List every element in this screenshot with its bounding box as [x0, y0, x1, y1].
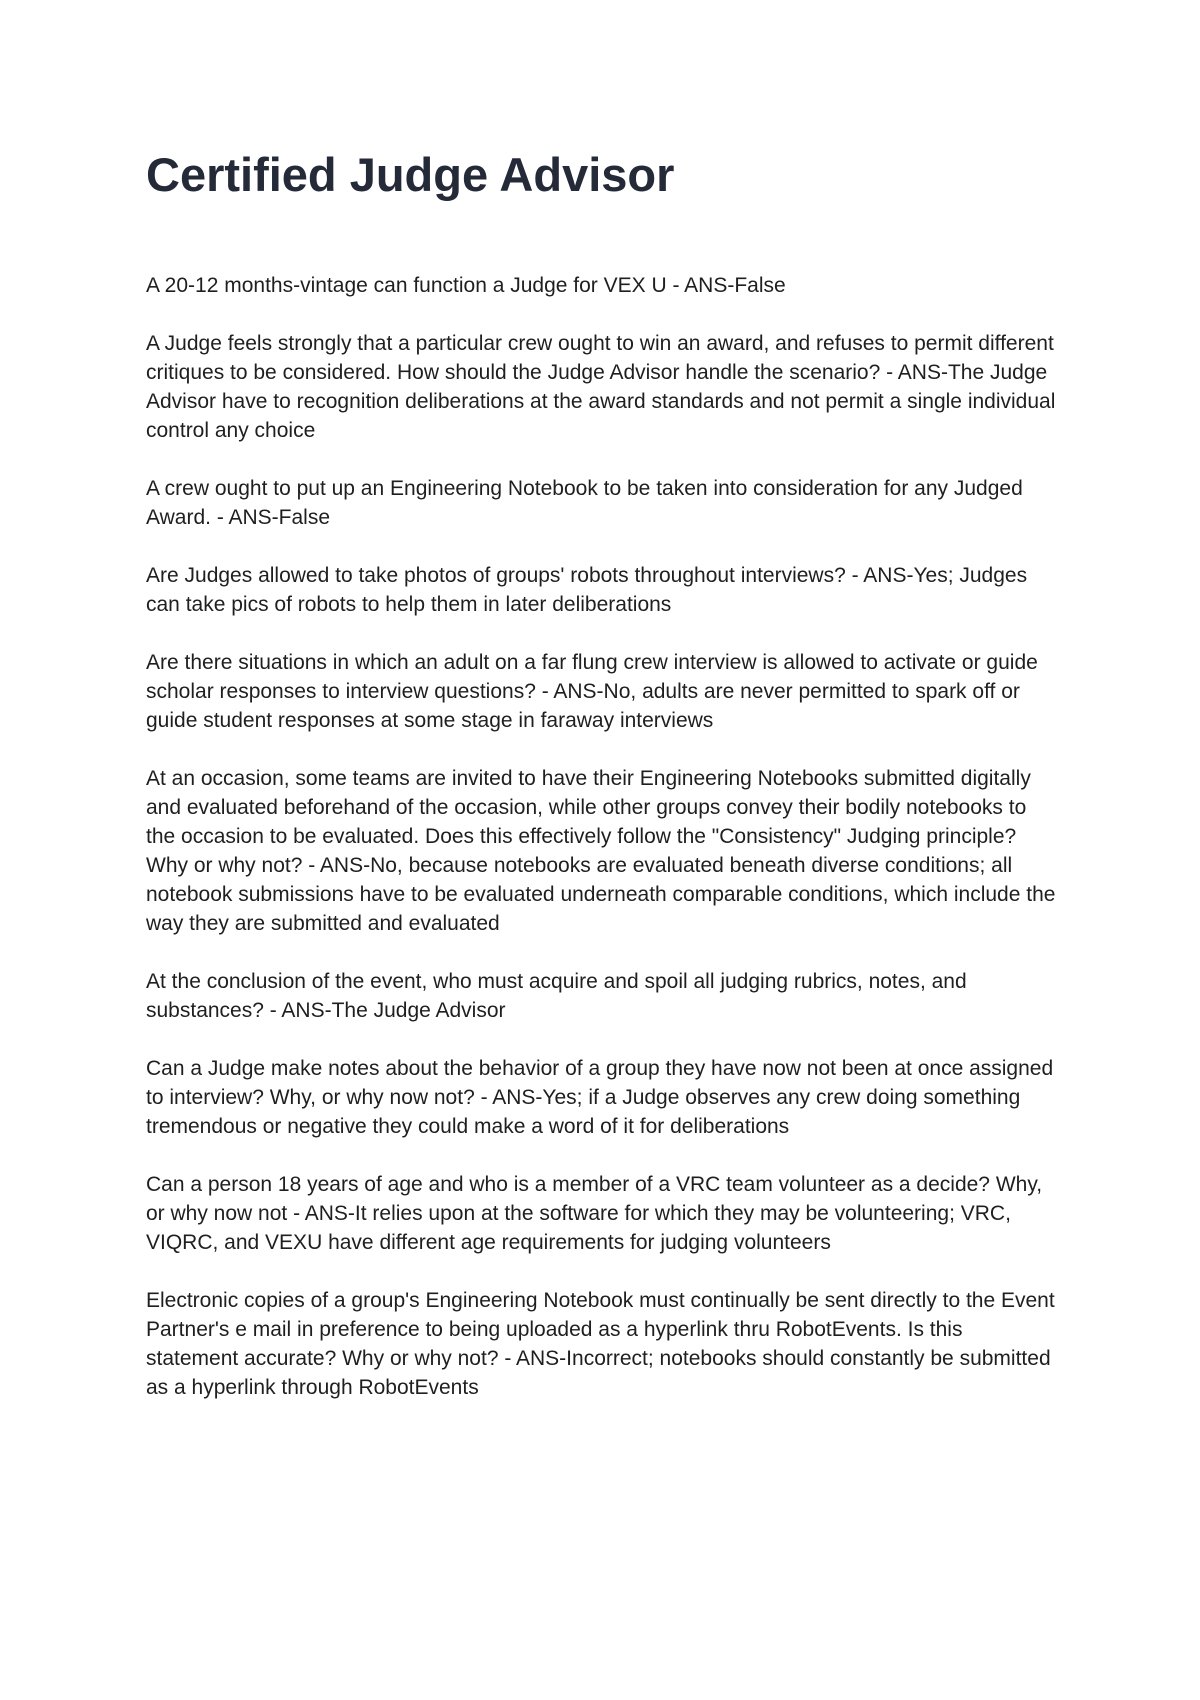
qa-item-3: A crew ought to put up an Engineering Notebook to be taken into consideration for any Judged Award. - ANS-False [146, 477, 1023, 529]
qa-item-9: Can a person 18 years of age and who is a member of a VRC team volunteer as a decide? Why, or why now not - ANS-It relies upon at the software for which they may be volunteering; VRC, VIQRC, and VEXU have different age requirements for judging volunteers [146, 1173, 1043, 1254]
qa-item-4: Are Judges allowed to take photos of groups' robots throughout interviews? - ANS-Yes; Judges can take pics of robots to help them in later deliberations [146, 564, 1028, 616]
qa-item-8: Can a Judge make notes about the behavior of a group they have now not been at once assigned to interview? Why, or why now not? - ANS-Yes; if a Judge observes any crew doing something tremendous or negative they could make a word of it for deliberations [146, 1057, 1054, 1138]
qa-item-1: A 20-12 months-vintage can function a Judge for VEX U - ANS-False [146, 274, 786, 297]
qa-item-2: A Judge feels strongly that a particular crew ought to win an award, and refuses to permit different critiques to be considered. How should the Judge Advisor handle the scenario? - ANS-The Judge Advisor have to recognition deliberations at the award standards and not permit a single individual control any choice [146, 332, 1056, 442]
qa-item-7: At the conclusion of the event, who must acquire and spoil all judging rubrics, notes, and substances? - ANS-The Judge Advisor [146, 970, 967, 1022]
page-title: Certified Judge Advisor [146, 148, 675, 201]
qa-item-10: Electronic copies of a group's Engineering Notebook must continually be sent directly to the Event Partner's e mail in preference to being uploaded as a hyperlink thru RobotEvents. Is this statement accurate? Why or why not? - ANS-Incorrect; notebooks should constantly be submitted as a hyperlink through RobotEvents [146, 1289, 1055, 1399]
qa-item-5: Are there situations in which an adult on a far flung crew interview is allowed to activate or guide scholar responses to interview questions? - ANS-No, adults are never permitted to spark off or guide student responses at some stage in faraway interviews [146, 651, 1038, 732]
qa-list [146, 271, 1060, 1402]
qa-item-6: At an occasion, some teams are invited to have their Engineering Notebooks submitted digitally and evaluated beforehand of the occasion, while other groups convey their bodily notebooks to the occasion to be evaluated. Does this effectively follow the "Consistency" Judging principle? Why or why not? - ANS-No, because notebooks are evaluated beneath diverse conditions; all notebook submissions have to be evaluated underneath comparable conditions, which include the way they are submitted and evaluated [146, 767, 1056, 935]
